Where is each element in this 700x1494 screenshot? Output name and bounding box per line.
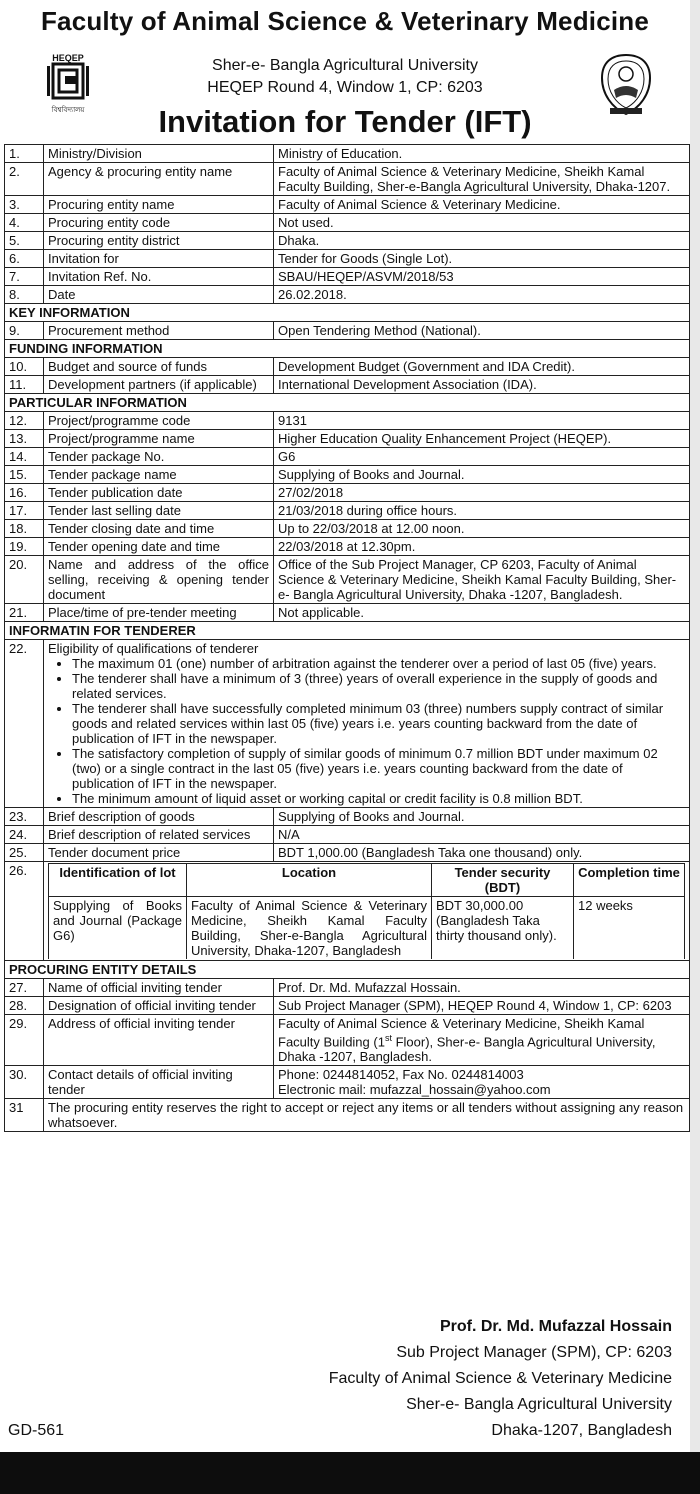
row-value: Office of the Sub Project Manager, CP 6203, Faculty of Animal Science & Veterinary Medicine, Sheikh Kamal Faculty Building, Sher-e- Bangla Agricultural University, Dhaka -1207, Bangladesh. [274, 556, 690, 604]
section-row [5, 961, 690, 979]
row-number: 31 [5, 1099, 44, 1132]
row-value: N/A [274, 826, 690, 844]
section-heading-particular: PARTICULAR INFORMATION [5, 394, 690, 412]
table-row [5, 163, 690, 196]
table-row [5, 862, 690, 961]
signatory-city: Dhaka-1207, Bangladesh [491, 1422, 672, 1439]
row-number: 2. [5, 163, 44, 196]
row-label: Procuring entity district [44, 232, 274, 250]
table-row [5, 232, 690, 250]
row-number: 23. [5, 808, 44, 826]
row-value: Ministry of Education. [274, 145, 690, 163]
row-number: 19. [5, 538, 44, 556]
row-number: 12. [5, 412, 44, 430]
list-item: • The tenderer shall have successfully completed minimum 03 (three) numbers supply contract of similar goods and related services within last 05 (five) years i.e. years counting backward from the date of publication of IFT in the newspaper. [72, 701, 685, 746]
table-row [5, 268, 690, 286]
signatory-university: Sher-e- Bangla Agricultural University [406, 1396, 672, 1413]
table-row [5, 997, 690, 1015]
lot-header: Tender security (BDT) [432, 864, 574, 897]
section-heading-funding: FUNDING INFORMATION [5, 340, 690, 358]
row-label: Invitation Ref. No. [44, 268, 274, 286]
table-row [5, 502, 690, 520]
table-row [5, 286, 690, 304]
table-row [5, 844, 690, 862]
row-number: 25. [5, 844, 44, 862]
row-label: Agency & procuring entity name [44, 163, 274, 196]
row-number: 9. [5, 322, 44, 340]
list-item: • The tenderer shall have a minimum of 3 (three) years of overall experience in the supply of goods and related services. [72, 671, 685, 701]
row-value: Higher Education Quality Enhancement Project (HEQEP). [274, 430, 690, 448]
row-number: 24. [5, 826, 44, 844]
row-label: Place/time of pre-tender meeting [44, 604, 274, 622]
row-value: Faculty of Animal Science & Veterinary Medicine. [274, 196, 690, 214]
lot-table-cell [44, 862, 690, 961]
row-value: 22/03/2018 at 12.30pm. [274, 538, 690, 556]
section-row [5, 622, 690, 640]
row-value: 26.02.2018. [274, 286, 690, 304]
lot-header: Location [187, 864, 432, 897]
row-number: 5. [5, 232, 44, 250]
row-number: 16. [5, 484, 44, 502]
row-number: 4. [5, 214, 44, 232]
row-number: 6. [5, 250, 44, 268]
row-label: Tender closing date and time [44, 520, 274, 538]
table-row [5, 604, 690, 622]
address-sup: st [384, 1033, 392, 1043]
eligibility-cell [44, 640, 690, 808]
signatory-faculty: Faculty of Animal Science & Veterinary Medicine [328, 1370, 672, 1387]
row-label: Date [44, 286, 274, 304]
lot-table [48, 863, 685, 959]
row-label: Name of official inviting tender [44, 979, 274, 997]
tender-table [4, 144, 690, 1132]
row-value: Up to 22/03/2018 at 12.00 noon. [274, 520, 690, 538]
lot-header: Completion time [574, 864, 685, 897]
table-row [5, 1099, 690, 1132]
lot-completion-time: 12 weeks [574, 897, 685, 960]
row-label: Development partners (if applicable) [44, 376, 274, 394]
table-row [5, 376, 690, 394]
table-row [5, 412, 690, 430]
heqep-logo-text: HEQEP [52, 53, 84, 63]
table-row [5, 640, 690, 808]
row-label: Designation of official inviting tender [44, 997, 274, 1015]
row-label: Tender opening date and time [44, 538, 274, 556]
eligibility-title: Eligibility of qualifications of tenderer [48, 641, 259, 656]
table-row [5, 196, 690, 214]
lot-identification: Supplying of Books and Journal (Package G6) [49, 897, 187, 960]
row-label: Tender document price [44, 844, 274, 862]
row-number: 22. [5, 640, 44, 808]
row-label: Brief description of goods [44, 808, 274, 826]
row-value: The procuring entity reserves the right to accept or reject any items or all tenders without assigning any reason whatsoever. [44, 1099, 690, 1132]
row-label: Project/programme name [44, 430, 274, 448]
lot-header: Identification of lot [49, 864, 187, 897]
row-number: 15. [5, 466, 44, 484]
footer-code: GD-561 [8, 1422, 65, 1439]
ift-title: Invitation for Tender (IFT) [158, 104, 532, 139]
row-label: Budget and source of funds [44, 358, 274, 376]
contact-phone: Phone: 0244814052, Fax No. 0244814003 [278, 1067, 524, 1083]
row-label: Tender last selling date [44, 502, 274, 520]
list-item: • The minimum amount of liquid asset or working capital or credit facility is 0.8 million BDT. [72, 791, 685, 806]
row-label: Tender package name [44, 466, 274, 484]
row-value: Sub Project Manager (SPM), HEQEP Round 4, Window 1, CP: 6203 [274, 997, 690, 1015]
row-label: Tender publication date [44, 484, 274, 502]
row-number: 3. [5, 196, 44, 214]
row-number: 8. [5, 286, 44, 304]
table-row [5, 145, 690, 163]
row-value: Supplying of Books and Journal. [274, 808, 690, 826]
row-number: 18. [5, 520, 44, 538]
table-row [5, 538, 690, 556]
row-label: Contact details of official inviting tender [44, 1066, 274, 1099]
row-label: Procurement method [44, 322, 274, 340]
row-number: 11. [5, 376, 44, 394]
row-label: Project/programme code [44, 412, 274, 430]
row-number: 13. [5, 430, 44, 448]
row-number: 29. [5, 1015, 44, 1066]
row-value: Open Tendering Method (National). [274, 322, 690, 340]
table-row [5, 358, 690, 376]
table-row [5, 1066, 690, 1099]
list-item: • The maximum 01 (one) number of arbitration against the tenderer over a period of last 05 (five) years. [72, 656, 685, 671]
row-number: 10. [5, 358, 44, 376]
section-row [5, 304, 690, 322]
row-number: 27. [5, 979, 44, 997]
table-row [5, 826, 690, 844]
university-name: Sher-e- Bangla Agricultural University [212, 57, 478, 74]
table-row [5, 430, 690, 448]
row-number: 20. [5, 556, 44, 604]
contact-email: Electronic mail: mufazzal_hossain@yahoo.com [278, 1082, 551, 1098]
row-value: Not applicable. [274, 604, 690, 622]
row-value: Tender for Goods (Single Lot). [274, 250, 690, 268]
row-number: 17. [5, 502, 44, 520]
lot-header-row [49, 864, 685, 897]
signatory-name: Prof. Dr. Md. Mufazzal Hossain [439, 1318, 672, 1335]
row-number: 7. [5, 268, 44, 286]
row-label: Procuring entity code [44, 214, 274, 232]
row-label: Invitation for [44, 250, 274, 268]
table-row [5, 520, 690, 538]
table-row [5, 979, 690, 997]
row-number: 21. [5, 604, 44, 622]
section-heading-key: KEY INFORMATION [5, 304, 690, 322]
section-row [5, 394, 690, 412]
row-label: Address of official inviting tender [44, 1015, 274, 1066]
table-row [5, 466, 690, 484]
bottom-scan-border [0, 1452, 700, 1494]
heqep-logo-caption: বিশ্ববিদ্যালয় [51, 106, 85, 114]
row-value: SBAU/HEQEP/ASVM/2018/53 [274, 268, 690, 286]
row-value: International Development Association (IDA). [274, 376, 690, 394]
table-row [5, 484, 690, 502]
row-value: Supplying of Books and Journal. [274, 466, 690, 484]
row-value: Faculty of Animal Science & Veterinary Medicine, Sheikh Kamal Faculty Building, Sher-e-Bangla Agricultural University, Dhaka-1207. [274, 163, 690, 196]
eligibility-list [48, 656, 685, 806]
row-value: Development Budget (Government and IDA Credit). [274, 358, 690, 376]
signatory-designation: Sub Project Manager (SPM), CP: 6203 [396, 1344, 672, 1361]
table-row [5, 1015, 690, 1066]
row-value: 9131 [274, 412, 690, 430]
address-part: Faculty of Animal Science & Veterinary Medicine, Sheikh Kamal Faculty Building (1 [278, 1016, 645, 1050]
lot-security: BDT 30,000.00 (Bangladesh Taka thirty thousand only). [432, 897, 574, 960]
row-number: 26. [5, 862, 44, 961]
row-label: Tender package No. [44, 448, 274, 466]
table-row [5, 214, 690, 232]
section-row [5, 340, 690, 358]
row-value: Prof. Dr. Md. Mufazzal Hossain. [274, 979, 690, 997]
table-row [5, 250, 690, 268]
table-row [5, 808, 690, 826]
row-label: Procuring entity name [44, 196, 274, 214]
heqep-round: HEQEP Round 4, Window 1, CP: 6203 [207, 79, 483, 96]
faculty-title: Faculty of Animal Science & Veterinary Medicine [40, 6, 650, 36]
row-label: Ministry/Division [44, 145, 274, 163]
lot-location: Faculty of Animal Science & Veterinary Medicine, Sheikh Kamal Faculty Building, Sher-e-Bangla Agricultural University, Dhaka-1207, Bangladesh [187, 897, 432, 960]
row-value [274, 1066, 690, 1099]
row-label: Name and address of the office selling, receiving & opening tender document [44, 556, 274, 604]
row-value: Dhaka. [274, 232, 690, 250]
row-number: 30. [5, 1066, 44, 1099]
list-item: • The satisfactory completion of supply of similar goods of minimum 0.7 million BDT under maximum 02 (two) or a single contract in the last 05 (five) years i.e. years counting backward from the date of publication of IFT in the newspaper. [72, 746, 685, 791]
row-label: Brief description of related services [44, 826, 274, 844]
lot-row [49, 897, 685, 960]
table-row [5, 448, 690, 466]
row-value: BDT 1,000.00 (Bangladesh Taka one thousand) only. [274, 844, 690, 862]
address-part: Floor), Sher-e- Bangla Agricultural University, Dhaka -1207, Bangladesh. [278, 1034, 656, 1065]
section-heading-procuring: PROCURING ENTITY DETAILS [5, 961, 690, 979]
row-value: 27/02/2018 [274, 484, 690, 502]
table-row [5, 322, 690, 340]
scan-edge [690, 0, 700, 1494]
row-number: 14. [5, 448, 44, 466]
row-value: G6 [274, 448, 690, 466]
row-value: 21/03/2018 during office hours. [274, 502, 690, 520]
row-value: Not used. [274, 214, 690, 232]
row-number: 1. [5, 145, 44, 163]
section-heading-tenderer: INFORMATIN FOR TENDERER [5, 622, 690, 640]
table-row [5, 556, 690, 604]
row-value [274, 1015, 690, 1066]
row-number: 28. [5, 997, 44, 1015]
